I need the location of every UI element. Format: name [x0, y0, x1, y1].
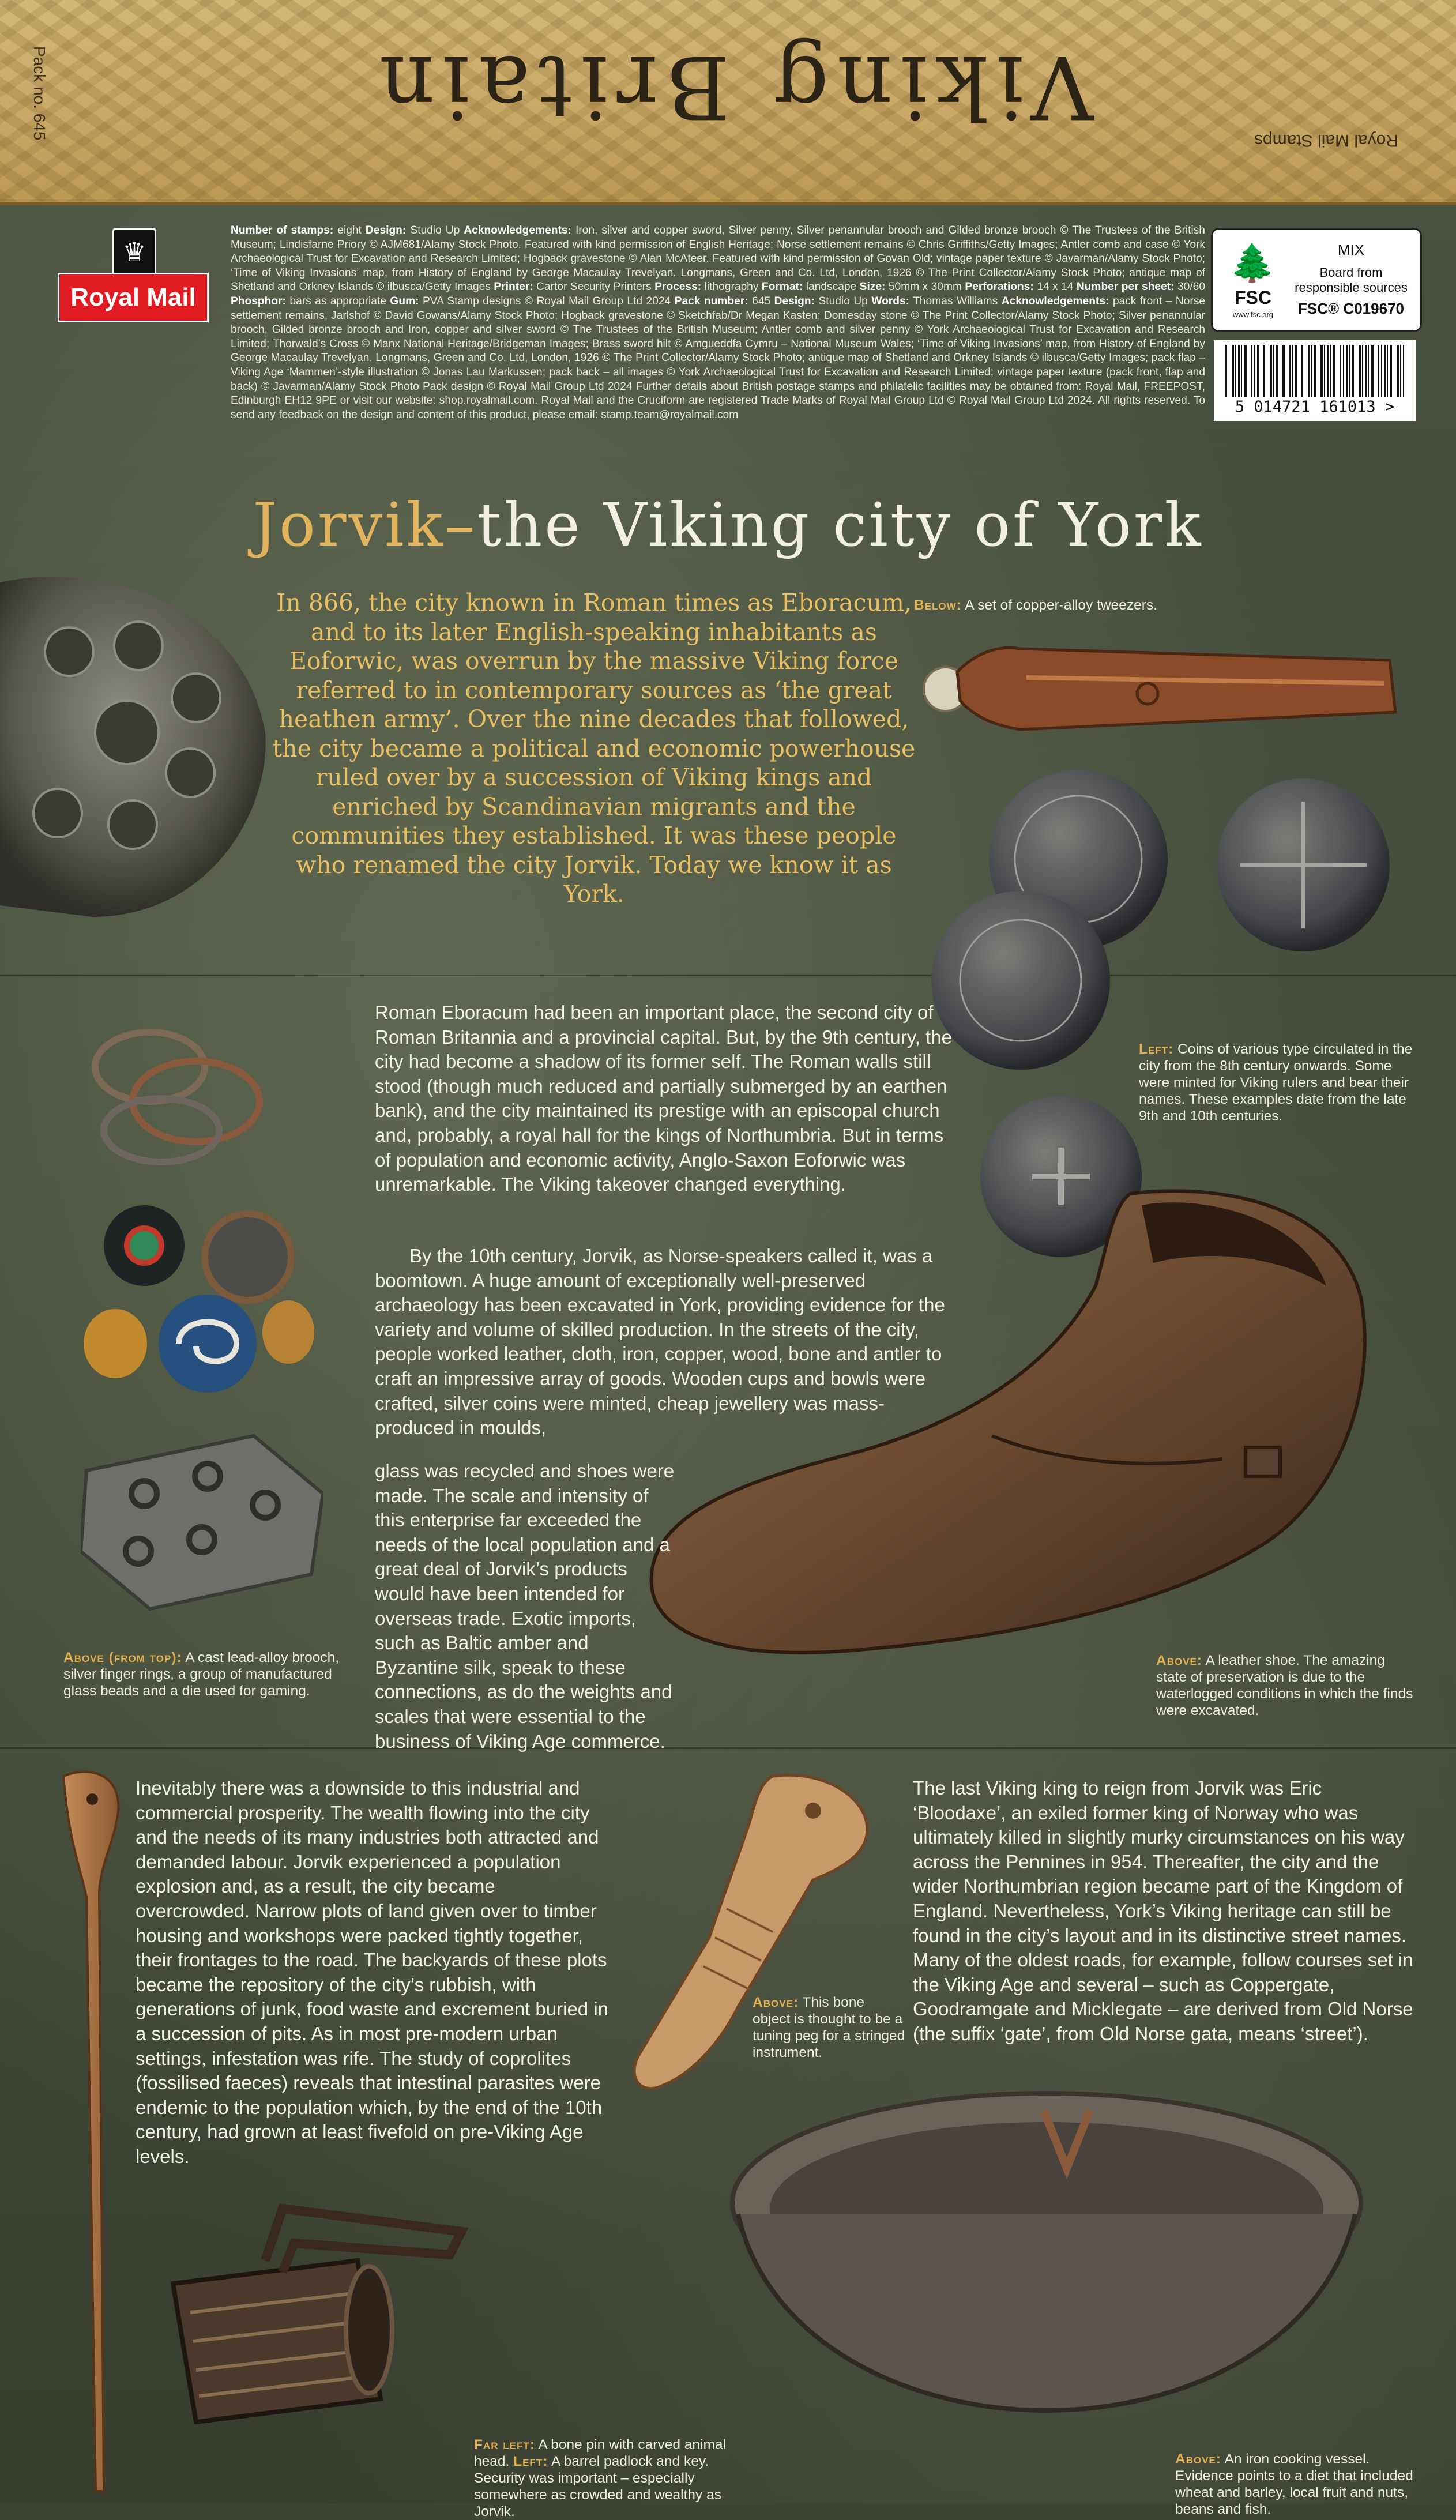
- bone-pin-image: [46, 1765, 150, 2497]
- credit-key: Design:: [365, 224, 407, 236]
- credit-key: Design:: [774, 295, 815, 307]
- fsc-text: FSC: [1235, 287, 1271, 308]
- caption-text: A barrel padlock and key. Security was important – especially somewhere as crowded and wealthy as Jorvik.: [474, 2454, 721, 2519]
- caption-lead: Left:: [513, 2454, 548, 2469]
- credit-value: Cartor Security Printers: [533, 281, 655, 294]
- caption-text: A bone pin with carved animal head.: [474, 2437, 726, 2469]
- credit-key: Pack number:: [674, 295, 748, 307]
- body-paragraph-2b: glass was recycled and shoes were made. The scale and intensity of this enterprise far exceeded the needs of the local population and a great deal of Jorvik’s products would have been intended for overseas trade. Exotic imports, such as Baltic amber and Byzantine silk, speak to these connections, as do the weights and scales that were essential to the business of Viking Age commerce.: [375, 1460, 675, 1752]
- credit-value: Iron, silver and copper sword, Silver penny, Silver penannular brooch and Gilded bronze brooch © The Trustees of the British Museum; Lindisfarne Priory © AJM681/Alamy Stock Photo. Featured with kind permission of English Heritage; Norse settlement remains © Chris Griffiths/Getty Images; Antler comb and case © York Archaeological Trust for Excavation and Research Limited; Hogback gravestone © Alan McAteer. Featured with kind permission of Govan Old; vintage paper texture © Javarman/Alamy Stock Photo; ‘Time of Viking Invasions’ map, from History of England by George Macaulay Trevelyan. Longmans, Green and Co. Ltd, London, 1926 © The Print Collector/Alamy Stock Photo; antique map of Shetland and Orkney Islands © ilbusca/Getty Images: [231, 224, 1205, 294]
- credit-value: 645: [748, 295, 774, 307]
- top-banner: [0, 0, 1456, 205]
- body-paragraph-3: Inevitably there was a downside to this industrial and commercial prosperity. The wealth flowing into the city and the needs of its many industries both attracted and demanded labour. Jorvik experienced a population explosion and, as a result, the city became overcrowded. Narrow plots of land given over to timber housing and workshops were packed tightly together, their frontages to the road. The backyards of these plots became the repository of the city’s rubbish, with generations of junk, food waste and excrement buried in a succession of pits. As in most pre-modern urban settings, infestation was rife. The study of coprolites (fossilised faeces) reveals that intestinal parasites were endemic to the population which, by the end of the 10th century, had grown at least fivefold on pre-Viking Age levels.: [136, 1777, 609, 2167]
- credit-key: Perforations:: [965, 281, 1034, 294]
- rings-beads-die-image: [81, 998, 323, 1620]
- fsc-label: [1211, 228, 1422, 332]
- credit-key: Number per sheet:: [1076, 281, 1175, 294]
- caption-text: A set of copper-alloy tweezers.: [961, 597, 1157, 613]
- fsc-board: Board from responsible sources: [1295, 265, 1408, 295]
- caption-lead: Above (from top):: [63, 1650, 182, 1665]
- caption-tweezers: [914, 597, 1260, 614]
- caption-lead: Above:: [1175, 2451, 1222, 2467]
- caption-text: This bone object is thought to be a tuning peg for a stringed instrument.: [753, 1995, 905, 2060]
- royal-mail-wordmark: Royal Mail: [58, 273, 209, 322]
- credits-text: [231, 224, 1205, 466]
- credit-value: Studio Up: [406, 224, 464, 236]
- caption-text: A leather shoe. The amazing state of preservation is due to the waterlogged conditions in which the finds were excavated.: [1156, 1653, 1413, 1718]
- caption-text: A cast lead-alloy brooch, silver finger rings, a group of manufactured glass beads and a die used for gaming.: [63, 1650, 340, 1699]
- fsc-code: FSC® C019670: [1298, 300, 1404, 317]
- credit-key: Gum:: [390, 295, 419, 307]
- caption-text: Coins of various type circulated in the city from the 8th century onwards. Some were minted for Viking rulers and bear their names. These examples date from the late 9th and 10th centuries.: [1139, 1041, 1413, 1124]
- credit-key: Phosphor:: [231, 295, 286, 307]
- barcode-number: 5 014721 161013 >: [1235, 398, 1395, 416]
- credit-key: Process:: [654, 281, 702, 294]
- credit-key: Acknowledgements:: [1001, 295, 1109, 307]
- royal-mail-logo: [58, 228, 208, 326]
- credit-value: PVA Stamp designs © Royal Mail Group Ltd 2024: [419, 295, 675, 307]
- credit-value: pack front – Norse settlement remains, Jarlshof © David Gowans/Alamy Stock Photo; Hogback gravestone © Sketchfab/Dr Megan Kasten; Domesday stone © The Print Collector/Alamy Stock Photo; Silver penannular brooch, Gilded bronze brooch and Iron, copper and silver sword © The Trustees of the British Museum; Antler comb and silver penny © York Archaeological Trust for Excavation and Research Limited; Thorwald’s Cross © Manx National Heritage/Bridgeman Images; Brass sword hilt © Amgueddfa Cymru – National Museum Wales; ‘Time of Viking Invasions’ map, from History of England by George Macaulay Trevelyan. Longmans, Green and Co. Ltd, London, 1926 © The Print Collector/Alamy Stock Photo; antique map of Shetland and Orkney Islands © ilbusca/Getty Images; pack flap – Viking Age ‘Mammen’-style illustration © Jonas Lau Markussen; pack back – all images © York Archaeological Trust for Excavation and Research Limited; vintage paper texture (pack front, flap and back) © Javarman/Alamy Stock Photo Pack design © Royal Mail Group Ltd 2024 Further details about British postage stamps and philatelic facilities may be obtained from: Royal Mail, FREEPOST, Edinburgh EH12 9PE or visit our website: shop.royalmail.com. Royal Mail and the Cruciform are registered Trade Marks of Royal Mail Group Ltd © Royal Mail Group Ltd 2024. All rights reserved. To send any feedback on the design and content of this product, please email: stamp.team@royalmail.com: [231, 295, 1205, 421]
- lead-brooch-image: [0, 559, 288, 928]
- title-jorvik: Jorvik–: [253, 490, 477, 560]
- tweezers-image: [905, 626, 1401, 770]
- credit-value: Studio Up: [815, 295, 872, 307]
- title-subtitle: the Viking city of York: [477, 490, 1203, 560]
- credit-key: Acknowledgements:: [464, 224, 571, 236]
- credit-key: Words:: [871, 295, 910, 307]
- banner-title: Viking Britain: [371, 36, 1094, 137]
- credit-value: 50mm x 30mm: [885, 281, 965, 294]
- barcode-bars: [1225, 345, 1404, 397]
- caption-lead: Left:: [1139, 1041, 1174, 1057]
- caption-brooch-rings-beads-die: [63, 1649, 340, 1699]
- credit-value: lithography: [701, 281, 762, 294]
- credit-value: eight: [333, 224, 366, 236]
- caption-bone-object: [753, 1994, 905, 2061]
- intro-text: In 866, the city known in Roman times as Eboracum, and to its later English-speaking inhabitants as Eoforwic, was overrun by the massive Viking force referred to in contemporary sources as ‘the great heathen army’. Over the nine decades that followed, the city became a political and economic powerhouse ruled over by a succession of Viking kings and enriched by Scandinavian migrants and the communities they established. It was these people who renamed the city Jorvik. Today we know it as York.: [272, 589, 916, 908]
- crown-icon: ♛: [112, 228, 156, 277]
- iron-cooking-vessel-image: [721, 2076, 1372, 2422]
- body-paragraph-4: The last Viking king to reign from Jorvik was Eric ‘Bloodaxe’, an exiled former king of Norway who was ultimately killed in slightly murky circumstances on his way across the Pennines in 954. Thereafter, the city and the wider Northumbrian region became part of the Kingdom of England. Nevertheless, York’s Viking heritage can still be found in the city’s layout and in its distinctive street names. Many of the oldest roads, for example, follow courses set in the Viking Age and several – such as Coppergate, Goodramgate and Micklegate – are derived from Old Norse (the suffix ‘gate’, from Old Norse gata, means ‘street’).: [913, 1777, 1413, 2044]
- caption-text: An iron cooking vessel. Evidence points to a diet that included wheat and barley, local fruit and nuts, beans and fish.: [1175, 2451, 1413, 2517]
- credit-key: Size:: [859, 281, 886, 294]
- credit-value: 30/60: [1174, 281, 1205, 294]
- credit-key: Printer:: [494, 281, 533, 294]
- credit-value: 14 x 14: [1033, 281, 1077, 294]
- pack-number: Pack no. 645: [31, 46, 48, 141]
- credit-value: Thomas Williams: [909, 295, 1002, 307]
- caption-pin-padlock: [474, 2436, 739, 2520]
- caption-lead: Far left:: [474, 2437, 535, 2453]
- fsc-tree-icon: 🌲: [1229, 242, 1276, 284]
- fsc-mix: MIX: [1337, 241, 1365, 258]
- barcode: [1214, 340, 1416, 421]
- credit-value: bars as appropriate: [285, 295, 390, 307]
- body-paragraph-1: Roman Eboracum had been an important place, the second city of Roman Britannia and a provincial capital. But, by the 9th century, the city had become a shadow of its former self. The Roman walls still stood (though much reduced and partially submerged by an earthen bank), and the city maintained its prestige with an episcopal church and, probably, a royal hall for the kings of Northumbria. But in terms of population and economic activity, Anglo-Saxon Eoforwic was unremarkable. The Viking takeover changed everything.: [375, 1002, 952, 1195]
- credit-key: Format:: [761, 281, 803, 294]
- caption-cooking-vessel: [1175, 2451, 1429, 2518]
- caption-coins: [1139, 1041, 1416, 1124]
- credit-value: landscape: [803, 281, 860, 294]
- caption-lead: Above:: [753, 1995, 799, 2010]
- body-paragraph-2: By the 10th century, Jorvik, as Norse-speakers called it, was a boomtown. A huge amount of exceptionally well-preserved archaeology has been excavated in York, providing evidence for the variety and volume of skilled production. In the streets of the city, people worked leather, cloth, iron, copper, wood, bone and antler to craft an impressive array of goods. Wooden cups and bowls were crafted, silver coins were minted, cheap jewellery was mass-produced in moulds,: [375, 1245, 945, 1439]
- caption-lead: Below:: [914, 597, 962, 613]
- royal-mail-stamps-label: Royal Mail Stamps: [1254, 131, 1399, 150]
- coins-image: [923, 750, 1401, 1257]
- caption-lead: Above:: [1156, 1653, 1203, 1668]
- caption-shoe: [1156, 1652, 1416, 1719]
- fold-line: [0, 1747, 1456, 1749]
- fsc-website: www.fsc.org: [1232, 310, 1274, 319]
- page-title: [0, 487, 1456, 562]
- barrel-padlock-image: [150, 2191, 473, 2434]
- credit-key: Number of stamps:: [231, 224, 334, 236]
